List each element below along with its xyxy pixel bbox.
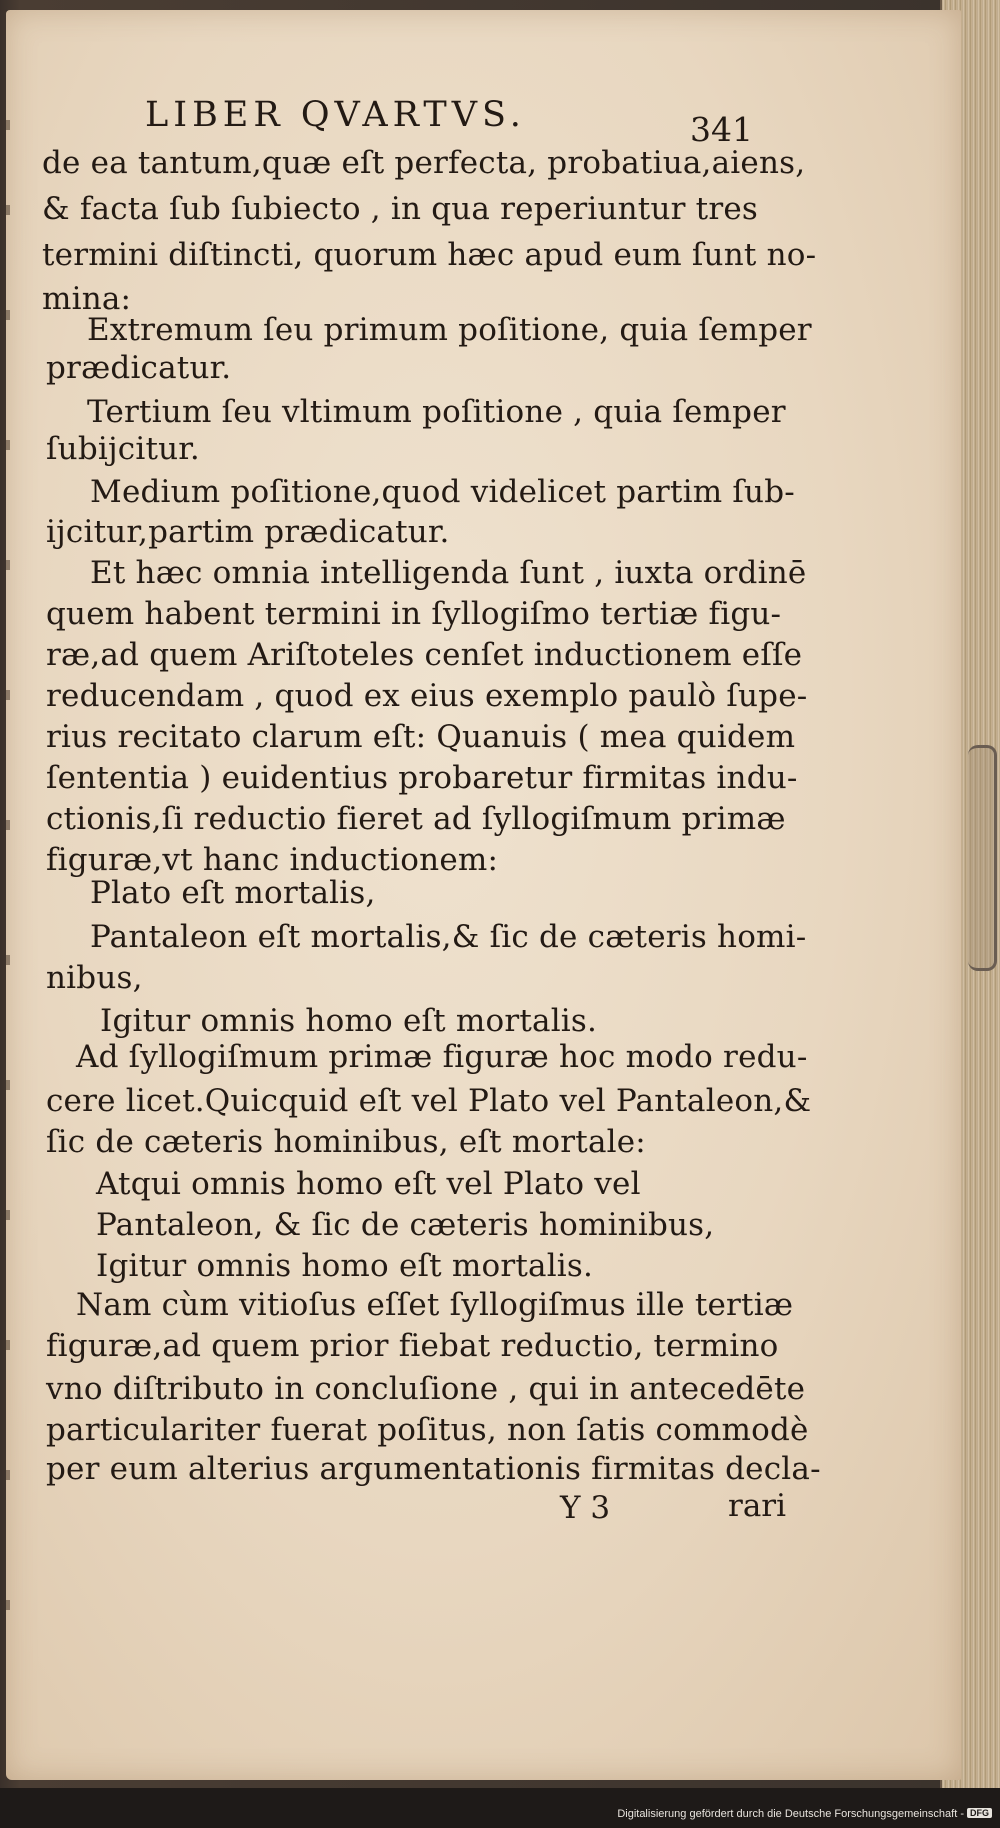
text-line: Medium poſitione,quod videlicet partim ſub-: [90, 474, 795, 510]
signature-mark: Y 3: [560, 1490, 611, 1526]
margin-mark: [6, 120, 10, 130]
text-line: per eum alterius argumentationis firmitas decla-: [46, 1451, 821, 1487]
text-line: termini diſtincti, quorum hæc apud eum ſunt no-: [42, 237, 817, 273]
text-line: Igitur omnis homo eſt mortalis.: [100, 1003, 598, 1039]
text-line: reducendam , quod ex eius exemplo paulò ſupe-: [46, 678, 808, 714]
margin-mark: [6, 690, 10, 700]
text-line: figuræ,vt hanc inductionem:: [46, 842, 499, 878]
text-line: vno diſtributo in concluſione , qui in antecedēte: [46, 1371, 806, 1407]
text-line: quem habent termini in ſyllogiſmo tertiæ figu-: [46, 596, 782, 632]
text-line: Nam cùm vitioſus eſſet ſyllogiſmus ille tertiæ: [76, 1287, 794, 1323]
margin-mark: [6, 820, 10, 830]
text-line: Pantaleon, & ſic de cæteris hominibus,: [96, 1207, 715, 1243]
digitization-credit: [617, 1808, 992, 1820]
margin-mark: [6, 440, 10, 450]
margin-mark: [6, 1340, 10, 1350]
text-line: figuræ,ad quem prior fiebat reductio, termino: [46, 1328, 779, 1364]
margin-mark: [6, 310, 10, 320]
running-head: LIBER QVARTVS.: [145, 95, 526, 135]
text-line: ſententia ) euidentius probaretur firmitas indu-: [46, 760, 798, 796]
text-line: cere licet.Quicquid eſt vel Plato vel Pantaleon,&: [46, 1083, 812, 1119]
catchword: rari: [728, 1488, 787, 1524]
dfg-logo: DFG: [967, 1808, 992, 1818]
margin-mark: [6, 955, 10, 965]
text-line: Et hæc omnia intelligenda ſunt , iuxta ordinē: [90, 555, 807, 591]
text-line: Tertium ſeu vltimum poſitione , quia ſemper: [87, 394, 786, 430]
margin-mark: [6, 1080, 10, 1090]
text-line: nibus,: [46, 960, 143, 996]
text-line: ſic de cæteris hominibus, eſt mortale:: [46, 1124, 646, 1160]
margin-mark: [6, 1600, 10, 1610]
text-line: Plato eſt mortalis,: [90, 875, 376, 911]
text-line: mina:: [42, 281, 132, 317]
margin-mark: [6, 205, 10, 215]
text-line: Extremum ſeu primum poſitione, quia ſemper: [87, 312, 812, 348]
text-line: Atqui omnis homo eſt vel Plato vel: [96, 1166, 641, 1202]
text-line: Pantaleon eſt mortalis,& ſic de cæteris homi-: [90, 919, 807, 955]
text-line: ctionis,ſi reductio fieret ad ſyllogiſmum primæ: [46, 801, 786, 837]
margin-mark: [6, 560, 10, 570]
text-line: Ad ſyllogiſmum primæ figuræ hoc modo redu-: [76, 1039, 808, 1075]
margin-mark: [6, 1210, 10, 1220]
margin-mark: [6, 1470, 10, 1480]
book-clip: [968, 745, 997, 971]
page-number: 341: [690, 110, 753, 149]
text-line: ræ,ad quem Ariſtoteles cenſet inductionem eſſe: [46, 637, 803, 673]
text-line: particulariter fuerat poſitus, non ſatis commodè: [46, 1412, 809, 1448]
text-line: rius recitato clarum eſt: Quanuis ( mea quidem: [46, 719, 796, 755]
text-line: ijcitur,partim prædicatur.: [46, 514, 450, 550]
text-line: Igitur omnis homo eſt mortalis.: [96, 1248, 594, 1284]
text-line: ſubijcitur.: [46, 431, 200, 467]
text-line: & facta ſub ſubiecto , in qua reperiuntur tres: [42, 191, 759, 227]
text-line: prædicatur.: [46, 350, 232, 386]
credit-text: Digitalisierung gefördert durch die Deutsche Forschungsgemeinschaft -: [617, 1808, 964, 1820]
text-line: de ea tantum,quæ eſt perfecta, probatiua,aiens,: [42, 145, 806, 181]
